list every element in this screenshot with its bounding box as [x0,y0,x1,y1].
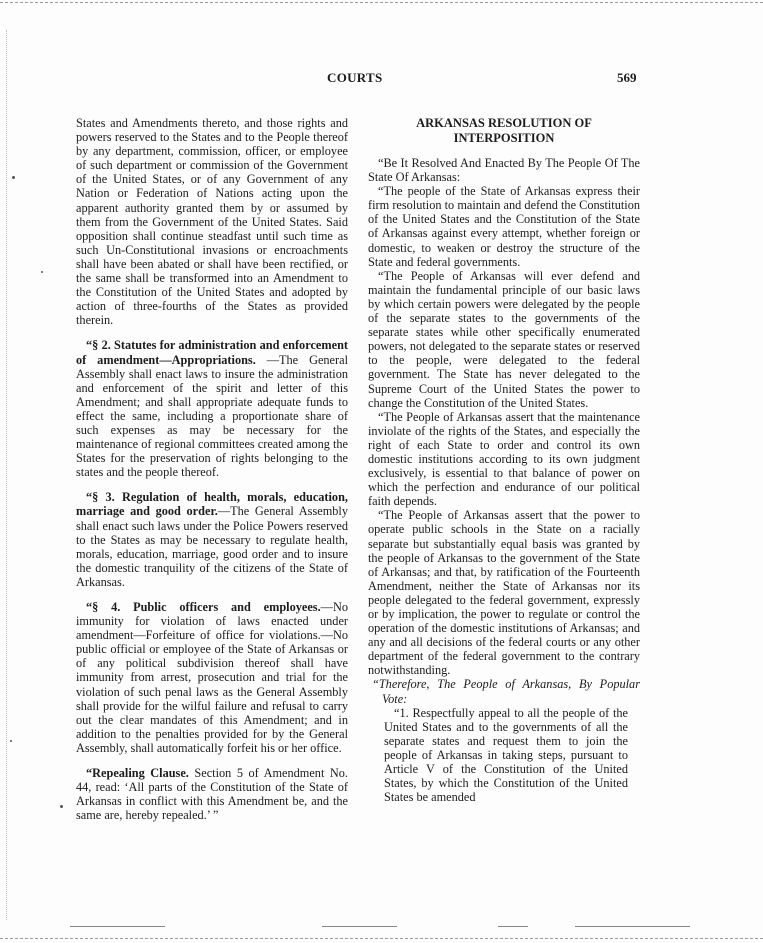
scan-margin-line [6,30,7,920]
scan-footer-line [498,926,528,927]
section-3-body: —The General Assembly shall enact such laws under the Police Powers reserved to the States as may be necessary to regulate health, morals, education, marriage, good order and to insure the domestic tranquility of the citizens of the State of Arkansas. [76,504,348,589]
scan-border-bottom [0,938,763,939]
scan-speck [41,271,43,273]
resolution-paragraph: “The People of Arkansas will ever defend and maintain the fundamental principle of our basic laws by which certain powers were delegated by the people of the separate states to the governments of the separate states while other specifically enumerated powers, not delegated to the separate states or reserved to the people, were delegated to the federal government. The State has never delegated to the Supreme Court of the United States the power to change the Constitution of the United States. [368,268,640,410]
section-2 [76,338,348,479]
resolution-paragraph: “The People of Arkansas assert that the maintenance inviolate of the rights of the States, and especially the right of each State to order and control its own domestic institutions according to its own judgment exclusively, is essential to that balance of power on which the perfection and endurance of our political faith depends. [368,409,640,509]
scan-speck [60,805,63,808]
therefore-clause: “Therefore, The People of Arkansas, By Popular Vote: [372,677,640,706]
scan-footer-line [322,926,397,927]
scan-border-top [0,2,763,3]
scan-speck [12,176,15,179]
resolution-paragraph: “The People of Arkansas assert that the power to operate public schools in the State on a racially separate but substantially equal basis was granted by the people of Arkansas to the government of the State of Arkansas; and that, by ratification of the Fourteenth Amendment, neither the State of Arkansas nor its people delegated to the federal government, expressly or by implication, the power to regulate or control the operation of the domestic institutions of Arkansas; and any and all decisions of the federal courts or any other department of the federal government to the contrary notwithstanding. [368,508,640,678]
section-2-body: —The General Assembly shall enact laws to insure the administration and enforcement of the spirit and letter of this Amendment; and shall appropriate adequate funds to effect the same, including a proportionate share of such expenses as may be necessary for the maintenance of regional committees created among the States for the preservation of rights belonging to the states and the people thereof. [76,352,348,480]
continued-paragraph: States and Amendments thereto, and those rights and powers reserved to the States and to the People thereof by any department, commission, officer, or employee of such department or commission of the Government of the United States, or of any Government of any Nation or Federation of Nations acting upon the apparent authority granted them by or assumed by them from the Government of the United States. Said opposition shall continue steadfast until such time as such Un-Constitutional invasions or encroachments shall have been abated or shall have been rectified, or the same shall be transformed into an Amendment to the Constitution of the United States and adopted by action of three-fourths of the States as provided therein. [76,116,348,328]
repealing-clause-body: Section 5 of Amendment No. 44, read: ‘All parts of the Constitution of the State of Arkansas in conflict with this Amendment be, and the same are, hereby repealed.’ ” [76,766,348,823]
scan-footer-line [70,926,165,927]
repealing-clause [76,766,348,822]
resolution-item-1: “1. Respectfully appeal to all the people of the United States and to the governments of all the separate states and request them to join the people of Arkansas in taking steps, pursuant to Article V of the Constitution of the United States, by which the Constitution of the United States be amended [384,705,628,805]
scan-speck [10,740,12,742]
section-2-heading: “§ 2. Statutes for administration and enforcement of amendment—Appropriations. [76,338,348,367]
resolution-preamble: “Be It Resolved And Enacted By The People Of The State Of Arkansas: [368,156,640,185]
page-number: 569 [617,70,637,85]
running-header-title: COURTS [327,70,383,85]
section-3 [76,490,348,589]
section-4-body: —No immunity for violation of laws enacted under amendment—Forfeiture of office for violations.—No public official or employee of the State of Arkansas or of any political subdivision thereof shall have immunity from arrest, prosecution and trial for the violation of such penal laws as the General Assembly shall provide for the wilful failure and refusal to carry out the clear mandates of this Amendment; and in addition to the penalties provided for by the General Assembly, shall automatically forfeit his or her office. [76,600,348,755]
right-column [368,116,640,804]
section-4 [76,600,348,755]
resolution-heading: ARKANSAS RESOLUTION OF INTERPOSITION [416,116,592,145]
section-4-heading: “§ 4. Public officers and employees. [86,600,321,614]
section-3-heading: “§ 3. Regulation of health, morals, education, marriage and good order. [76,490,348,519]
left-column [76,116,348,822]
resolution-paragraph: “The people of the State of Arkansas express their firm resolution to maintain and defend the Constitution of the United States and the Constitution of the State of Arkansas against every attempt, whether foreign or domestic, to weaken or destroy the structure of the State and federal governments. [368,184,640,269]
scan-footer-line [575,926,690,927]
repealing-clause-heading: “Repealing Clause. [86,766,189,781]
